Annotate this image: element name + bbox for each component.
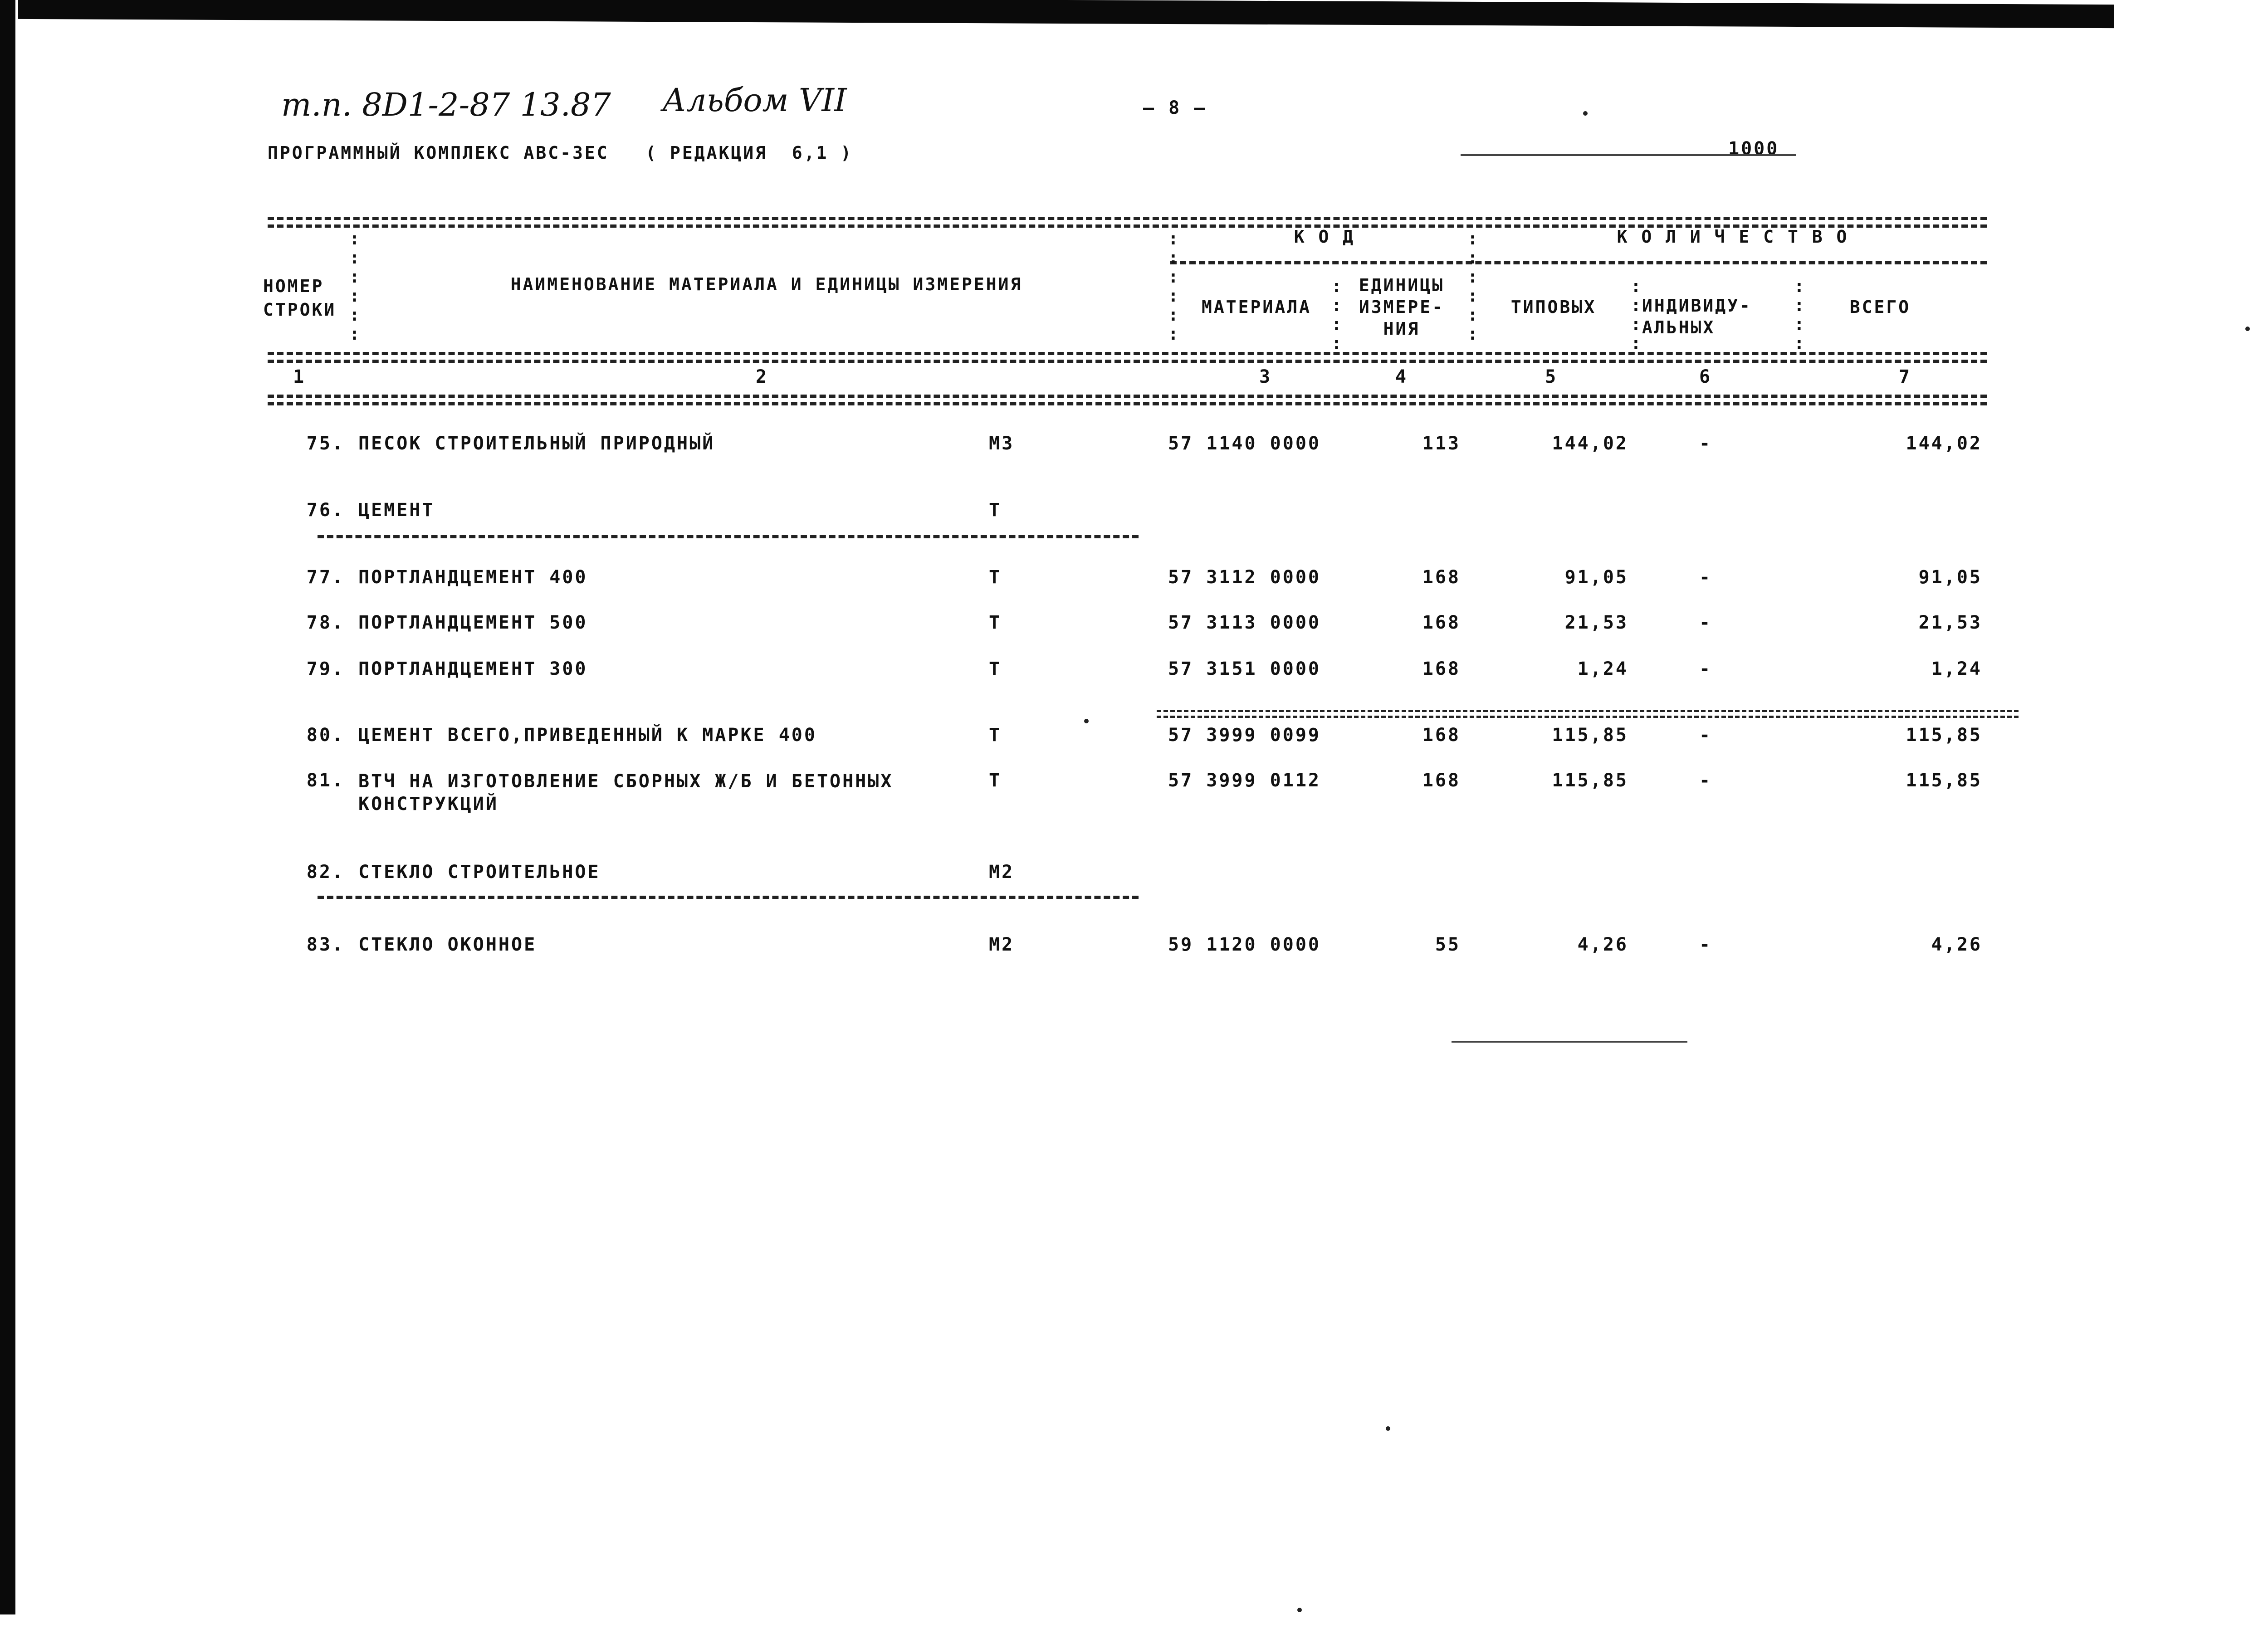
total-qty: 115,85 [1906, 770, 1982, 791]
typical-qty: 144,02 [1552, 433, 1628, 454]
unit-code: 168 [1422, 658, 1461, 679]
unit-code: 168 [1422, 725, 1461, 746]
header-separator: : : : : [1794, 276, 1804, 353]
material-name: СТЕКЛО СТРОИТЕЛЬНОЕ [358, 862, 601, 883]
unit-code: 113 [1422, 433, 1461, 454]
typical-qty: 115,85 [1552, 725, 1628, 746]
scan-top-edge [18, 0, 2114, 28]
header-name: НАИМЕНОВАНИЕ МАТЕРИАЛА И ЕДИНИЦЫ ИЗМЕРЕНИЯ [510, 274, 1023, 294]
header-typical: ТИПОВЫХ [1510, 297, 1597, 317]
unit: М2 [989, 862, 1015, 883]
header-quantity-group: К О Л И Ч Е С Т В О [1617, 227, 1849, 247]
row-number: 80. [306, 725, 345, 746]
typical-qty: 21,53 [1564, 612, 1628, 633]
unit-code: 168 [1422, 567, 1461, 588]
unit: Т [989, 612, 1002, 633]
column-number: 6 [1699, 366, 1712, 387]
row-number: 82. [306, 862, 345, 883]
unit-code: 168 [1422, 612, 1461, 633]
unit: Т [989, 770, 1002, 791]
scan-speck [1297, 1608, 1302, 1612]
table-top-rule [268, 217, 1987, 220]
material-name: ЦЕМЕНТ [358, 500, 435, 521]
row-number: 83. [306, 934, 345, 955]
material-code: 57 1140 0000 [1168, 433, 1321, 454]
row-number: 81. [306, 770, 345, 791]
column-number: 7 [1898, 366, 1912, 387]
handwritten-code: т.п. 8D1-2-87 13.87 [281, 86, 611, 123]
individual-qty: - [1699, 567, 1712, 588]
individual-qty: - [1699, 658, 1712, 679]
group-underline [318, 535, 1139, 538]
typical-qty: 4,26 [1577, 934, 1628, 955]
header-code-group: К О Д [1294, 227, 1355, 247]
scan-speck [1084, 719, 1089, 723]
header-total: ВСЕГО [1849, 297, 1911, 317]
header-separator: : : : : : : [349, 229, 360, 344]
material-name: ПОРТЛАНДЦЕМЕНТ 400 [358, 567, 588, 588]
header-separator: : : : : : : [1467, 229, 1478, 344]
row-number: 77. [306, 567, 345, 588]
total-separator-rule [1157, 710, 2019, 712]
row-number: 78. [306, 612, 345, 633]
scan-speck [2245, 327, 2250, 331]
group-underline [318, 896, 1139, 899]
material-code: 57 3999 0099 [1168, 725, 1321, 746]
individual-qty: - [1699, 433, 1712, 454]
material-name: ЦЕМЕНТ ВСЕГО,ПРИВЕДЕННЫЙ К МАРКЕ 400 [358, 725, 817, 746]
handwritten-album: Альбом VII [662, 82, 847, 119]
material-code: 57 3112 0000 [1168, 567, 1321, 588]
total-qty: 1,24 [1931, 658, 1982, 679]
unit-code: 168 [1422, 770, 1461, 791]
scan-left-edge [0, 0, 15, 1614]
header-separator: : : : : : : [1168, 229, 1178, 344]
total-qty: 21,53 [1918, 612, 1982, 633]
material-code: 59 1120 0000 [1168, 934, 1321, 955]
total-separator-rule [1157, 716, 2019, 718]
header-separator: : : : : [1331, 276, 1342, 353]
header-underline [1461, 154, 1796, 156]
header-unit-code: ЕДИНИЦЫ ИЗМЕРЕ- НИЯ [1359, 275, 1445, 339]
header-material: МАТЕРИАЛА [1202, 297, 1311, 317]
material-name: ПЕСОК СТРОИТЕЛЬНЫЙ ПРИРОДНЫЙ [358, 433, 715, 454]
total-qty: 144,02 [1906, 433, 1982, 454]
header-row-number: НОМЕР СТРОКИ [263, 276, 337, 320]
total-qty: 91,05 [1918, 567, 1982, 588]
column-number: 3 [1259, 366, 1272, 387]
row-number: 79. [306, 658, 345, 679]
page-number: — 8 — [1143, 98, 1207, 118]
unit: М3 [989, 433, 1015, 454]
typical-qty: 1,24 [1577, 658, 1628, 679]
unit: Т [989, 500, 1002, 521]
scan-speck [1583, 111, 1588, 116]
subheader-rule [1170, 261, 1987, 264]
individual-qty: - [1699, 725, 1712, 746]
code-right: 1000 [1728, 138, 1779, 159]
total-qty: 4,26 [1931, 934, 1982, 955]
individual-qty: - [1699, 612, 1712, 633]
individual-qty: - [1699, 934, 1712, 955]
individual-qty: - [1699, 770, 1712, 791]
row-number: 75. [306, 433, 345, 454]
program-line: ПРОГРАММНЫЙ КОМПЛЕКС АВС-ЗЕС ( РЕДАКЦИЯ 6,1 ) [268, 143, 853, 163]
column-number: 1 [293, 366, 306, 387]
material-name: ПОРТЛАНДЦЕМЕНТ 500 [358, 612, 588, 633]
unit-code: 55 [1435, 934, 1461, 955]
material-name: ВТЧ НА ИЗГОТОВЛЕНИЕ СБОРНЫХ Ж/Б И БЕТОННЫХ КОНСТРУКЦИЙ [358, 771, 894, 814]
total-qty: 115,85 [1906, 725, 1982, 746]
column-number: 4 [1395, 366, 1408, 387]
material-code: 57 3151 0000 [1168, 658, 1321, 679]
unit: Т [989, 567, 1002, 588]
column-number: 5 [1545, 366, 1558, 387]
unit: Т [989, 725, 1002, 746]
unit: Т [989, 658, 1002, 679]
header-separator: : : : : [1631, 276, 1641, 353]
stray-line [1452, 1041, 1687, 1043]
row-number: 76. [306, 500, 345, 521]
header-individual: ИНДИВИДУ- АЛЬНЫХ [1642, 296, 1752, 337]
material-code: 57 3113 0000 [1168, 612, 1321, 633]
unit: М2 [989, 934, 1015, 955]
column-number: 2 [755, 366, 769, 387]
typical-qty: 91,05 [1564, 567, 1628, 588]
column-number-rule [268, 395, 1987, 398]
material-name: СТЕКЛО ОКОННОЕ [358, 934, 537, 955]
material-code: 57 3999 0112 [1168, 770, 1321, 791]
scan-speck [1386, 1426, 1390, 1431]
typical-qty: 115,85 [1552, 770, 1628, 791]
header-bottom-rule [268, 352, 1987, 355]
material-name: ПОРТЛАНДЦЕМЕНТ 300 [358, 658, 588, 679]
